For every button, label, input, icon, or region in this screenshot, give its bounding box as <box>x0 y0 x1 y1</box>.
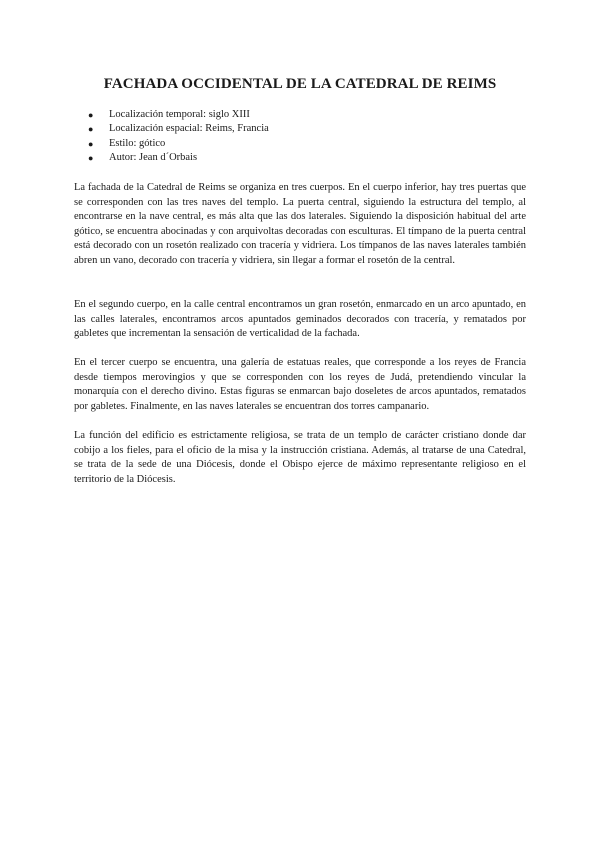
bullet-dot-icon: ● <box>88 153 94 164</box>
paragraph-function: La función del edificio es estrictamente religiosa, se trata de un templo de carácter cristiano donde dar cobijo a los fieles, para el oficio de la misa y la instrucción cristiana. Además, al tratarse de una Catedral, se trata de la sede de una Diócesis, donde el Obispo ejerce de máximo representante religioso en el territorio de la Diócesis. <box>74 430 526 485</box>
bullet-dot-icon: ● <box>88 138 94 149</box>
paragraph-third-section: En el tercer cuerpo se encuentra, una galería de estatuas reales, que corresponde a los reyes de Francia desde tiempos merovingios y que se corresponden con los reyes de Judá, pretendiendo vincular la monarquía con el derecho divino. Estas figuras se enmarcan bajo doseletes de arcos apuntados, rematados por gabletes. Finalmente, en las naves laterales se encuentran dos torres campanario. <box>74 357 526 412</box>
bullet-item <box>88 151 269 165</box>
paragraph-lower-section: La fachada de la Catedral de Reims se organiza en tres cuerpos. En el cuerpo inferior, hay tres puertas que se corresponden con las tres naves del templo. La puerta central, siguiendo la estructura del templo, al encontrarse en la nave central, es más alta que las dos laterales. Siguiendo la disposición habitual del arte gótico, se encuentra abocinadas y con arquivoltas decoradas con esculturas. El tímpano de la puerta central está decorado con un rosetón realizado con tracería y vidriera. Los tímpanos de las naves laterales también abren un vano, decorado con tracería y vidriera, sin llegar a formar el rosetón de la central. <box>74 182 526 266</box>
bullet-item <box>88 122 269 136</box>
bullet-text: Localización espacial: Reims, Francia <box>109 123 269 135</box>
bullet-list <box>88 108 269 166</box>
bullet-item <box>88 108 269 122</box>
paragraph-second-section: En el segundo cuerpo, en la calle central encontramos un gran rosetón, enmarcado en un arco apuntado, en las calles laterales, encontramos arcos apuntados geminados decorados con tracería, y rematados por gabletes que incrementan la sensación de verticalidad de la fachada. <box>74 299 526 340</box>
bullet-text: Autor: Jean d´Orbais <box>109 152 198 164</box>
bullet-dot-icon: ● <box>88 124 94 135</box>
bullet-text: Localización temporal: siglo XIII <box>109 109 250 120</box>
bullet-text: Estilo: gótico <box>109 137 166 149</box>
bullet-item <box>88 137 269 151</box>
bullet-dot-icon: ● <box>88 110 94 120</box>
document-title: FACHADA OCCIDENTAL DE LA CATEDRAL DE REIMS <box>103 76 497 92</box>
